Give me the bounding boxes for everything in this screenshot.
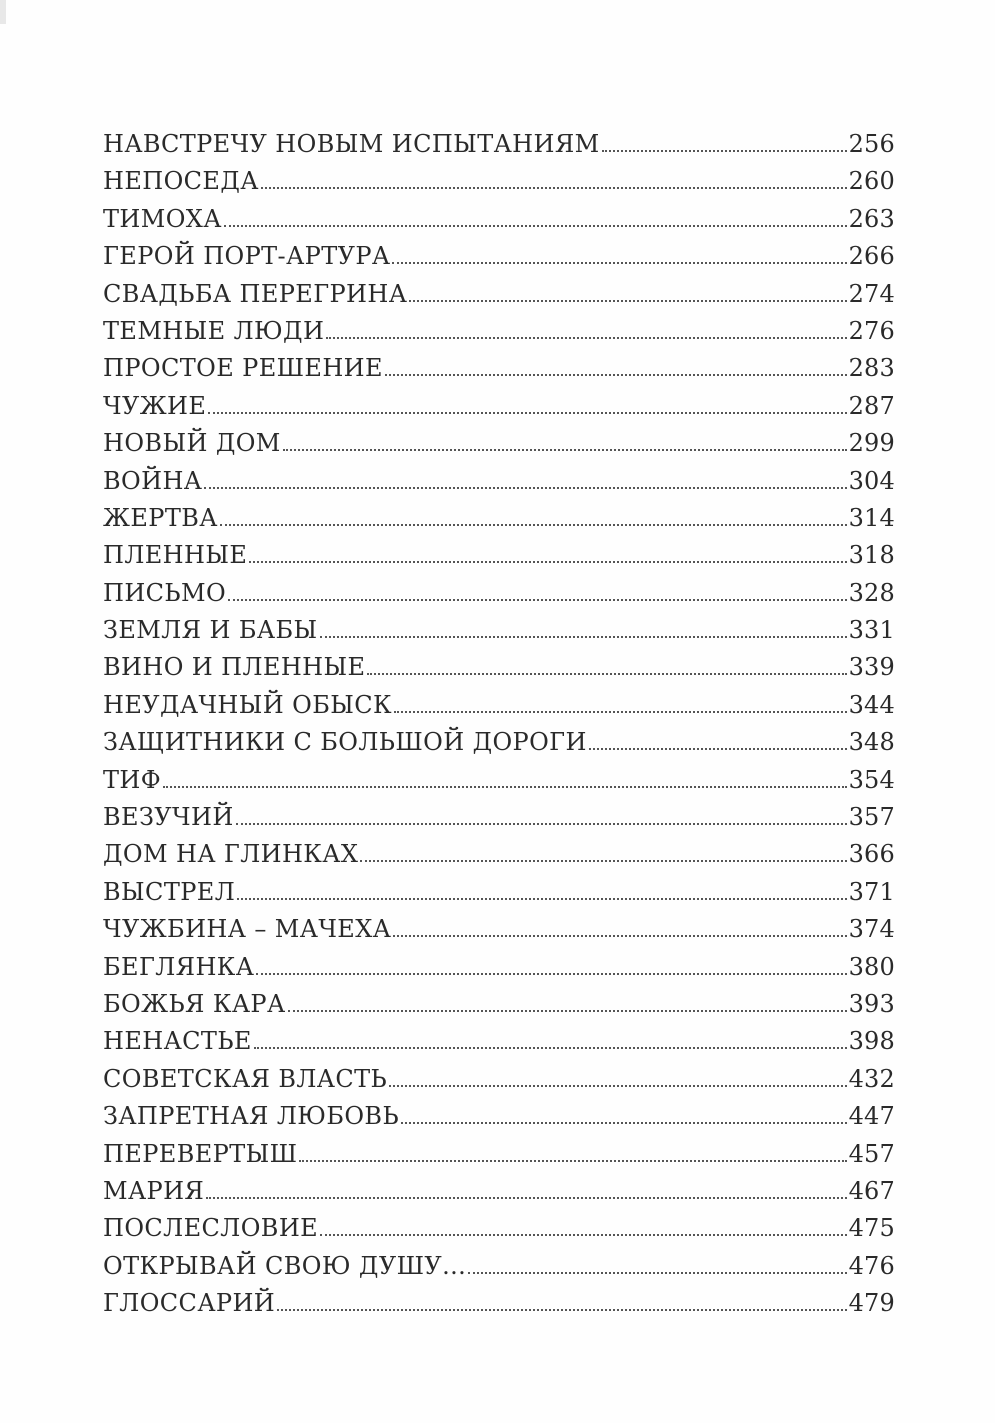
toc-entry-page-number: 432	[848, 1064, 895, 1093]
toc-entry-page-number: 274	[848, 279, 895, 308]
toc-entry-page-number: 366	[848, 840, 895, 869]
dot-leader	[367, 673, 846, 675]
toc-entry-title: ЗАЩИТНИКИ С БОЛЬШОЙ ДОРОГИ	[103, 728, 587, 757]
dot-leader	[401, 1122, 847, 1124]
dot-leader	[261, 187, 847, 189]
dot-leader	[320, 636, 847, 638]
toc-entry-page-number: 328	[848, 578, 895, 607]
toc-entry-title: НЕПОСЕДА	[103, 167, 259, 196]
toc-entry-title: СВАДЬБА ПЕРЕГРИНА	[103, 279, 408, 308]
toc-entry-page-number: 398	[848, 1027, 895, 1056]
toc-entry	[103, 463, 895, 500]
toc-entry	[103, 1136, 895, 1173]
toc-entry	[103, 276, 895, 313]
toc-entry-page-number: 318	[848, 541, 895, 570]
toc-entry-page-number: 475	[848, 1214, 895, 1243]
dot-leader	[277, 1309, 846, 1311]
toc-entry	[103, 201, 895, 238]
toc-entry	[103, 1023, 895, 1060]
dot-leader	[385, 374, 847, 376]
toc-entry-title: МАРИЯ	[103, 1176, 205, 1205]
toc-entry-title: ВЫСТРЕЛ	[103, 877, 236, 906]
toc-entry	[103, 537, 895, 574]
dot-leader	[208, 412, 846, 414]
dot-leader	[468, 1272, 846, 1274]
toc-entry-title: БЕГЛЯНКА	[103, 952, 255, 981]
toc-entry-title: СОВЕТСКАЯ ВЛАСТЬ	[103, 1064, 388, 1093]
toc-entry	[103, 500, 895, 537]
toc-entry-page-number: 457	[848, 1139, 895, 1168]
toc-entry-page-number: 256	[848, 130, 895, 158]
toc-entry	[103, 425, 895, 462]
toc-entry	[103, 1285, 895, 1322]
toc-entry	[103, 799, 895, 836]
toc-entry-page-number: 266	[848, 242, 895, 271]
toc-entry-title: ВЕЗУЧИЙ	[103, 803, 234, 832]
toc-entry-page-number: 263	[848, 204, 895, 233]
dot-leader	[283, 449, 847, 451]
toc-entry	[103, 724, 895, 761]
toc-entry-page-number: 314	[848, 503, 895, 532]
dot-leader	[326, 337, 846, 339]
toc-entry-title: ВОЙНА	[103, 466, 203, 495]
toc-entry-title: ГЕРОЙ ПОРТ-АРТУРА	[103, 242, 391, 271]
toc-entry-title: ВИНО И ПЛЕННЫЕ	[103, 653, 366, 682]
toc-entry-title: ПРОСТОЕ РЕШЕНИЕ	[103, 354, 383, 383]
toc-entry-page-number: 304	[848, 466, 895, 495]
toc-entry	[103, 1248, 895, 1285]
toc-entry-page-number: 447	[848, 1102, 895, 1131]
toc-entry	[103, 874, 895, 911]
toc-entry	[103, 1173, 895, 1210]
toc-entry-page-number: 479	[848, 1289, 895, 1318]
dot-leader	[589, 748, 847, 750]
toc-entry-title: ДОМ НА ГЛИНКАХ	[103, 840, 359, 869]
toc-entry	[103, 1210, 895, 1247]
toc-entry-page-number: 371	[848, 877, 895, 906]
toc-entry	[103, 612, 895, 649]
toc-entry	[103, 649, 895, 686]
dot-leader	[254, 1047, 847, 1049]
toc-entry	[103, 762, 895, 799]
toc-entry-page-number: 374	[848, 915, 895, 944]
toc-entry	[103, 949, 895, 986]
dot-leader	[409, 300, 846, 302]
toc-entry-title: ЗЕМЛЯ И БАБЫ	[103, 616, 318, 645]
toc-entry-title: НОВЫЙ ДОМ	[103, 429, 281, 458]
dot-leader	[237, 898, 846, 900]
page-edge-shadow	[0, 0, 6, 24]
toc-entry-title: НАВСТРЕЧУ НОВЫМ ИСПЫТАНИЯМ	[103, 130, 600, 158]
dot-leader	[602, 150, 847, 152]
dot-leader	[320, 1234, 847, 1236]
dot-leader	[394, 711, 847, 713]
toc-entry	[103, 126, 895, 163]
dot-leader	[249, 561, 846, 563]
dot-leader	[389, 1085, 846, 1087]
table-of-contents	[103, 126, 895, 1323]
toc-entry-title: ПЛЕННЫЕ	[103, 541, 248, 570]
toc-entry-title: ТИФ	[103, 765, 162, 794]
toc-entry	[103, 575, 895, 612]
dot-leader	[256, 973, 846, 975]
toc-entry-title: ЖЕРТВА	[103, 503, 218, 532]
dot-leader	[204, 487, 846, 489]
toc-entry-page-number: 357	[848, 803, 895, 832]
toc-entry-page-number: 339	[848, 653, 895, 682]
toc-entry-page-number: 331	[848, 616, 895, 645]
dot-leader	[236, 823, 847, 825]
toc-entry-title: ЧУЖИЕ	[103, 391, 207, 420]
toc-entry-page-number: 476	[848, 1251, 895, 1280]
toc-entry	[103, 687, 895, 724]
toc-entry-page-number: 260	[848, 167, 895, 196]
dot-leader	[393, 935, 846, 937]
toc-entry-title: НЕНАСТЬЕ	[103, 1027, 252, 1056]
toc-entry-page-number: 467	[848, 1176, 895, 1205]
toc-entry-page-number: 283	[848, 354, 895, 383]
dot-leader	[163, 786, 847, 788]
toc-entry	[103, 986, 895, 1023]
toc-entry	[103, 238, 895, 275]
dot-leader	[299, 1160, 846, 1162]
toc-entry	[103, 388, 895, 425]
toc-entry-title: ПОСЛЕСЛОВИЕ	[103, 1214, 319, 1243]
dot-leader	[288, 1010, 847, 1012]
dot-leader	[206, 1197, 846, 1199]
toc-entry-page-number: 348	[848, 728, 895, 757]
toc-entry	[103, 836, 895, 873]
toc-entry	[103, 313, 895, 350]
toc-entry-page-number: 380	[848, 952, 895, 981]
dot-leader	[224, 225, 847, 227]
toc-entry-page-number: 354	[848, 765, 895, 794]
toc-entry-title: ЗАПРЕТНАЯ ЛЮБОВЬ	[103, 1102, 400, 1131]
toc-entry-title: ОТКРЫВАЙ СВОЮ ДУШУ...	[103, 1251, 467, 1280]
toc-entry	[103, 911, 895, 948]
dot-leader	[228, 599, 847, 601]
toc-entry-page-number: 276	[848, 316, 895, 345]
toc-entry-title: ГЛОССАРИЙ	[103, 1289, 276, 1318]
toc-entry-title: ТЕМНЫЕ ЛЮДИ	[103, 316, 325, 345]
toc-entry-page-number: 393	[848, 989, 895, 1018]
toc-entry	[103, 1061, 895, 1098]
dot-leader	[220, 524, 847, 526]
toc-entry-title: ЧУЖБИНА – МАЧЕХА	[103, 915, 392, 944]
toc-entry-title: БОЖЬЯ КАРА	[103, 989, 286, 1018]
toc-entry	[103, 350, 895, 387]
toc-entry-page-number: 344	[848, 690, 895, 719]
toc-entry-page-number: 299	[848, 429, 895, 458]
toc-entry-title: ПИСЬМО	[103, 578, 227, 607]
dot-leader	[392, 262, 846, 264]
toc-entry-title: НЕУДАЧНЫЙ ОБЫСК	[103, 690, 392, 719]
toc-entry-title: ПЕРЕВЕРТЫШ	[103, 1139, 298, 1168]
dot-leader	[360, 860, 846, 862]
toc-entry	[103, 1098, 895, 1135]
toc-entry-title: ТИМОХА	[103, 204, 222, 233]
toc-entry-page-number: 287	[848, 391, 895, 420]
toc-entry	[103, 163, 895, 200]
